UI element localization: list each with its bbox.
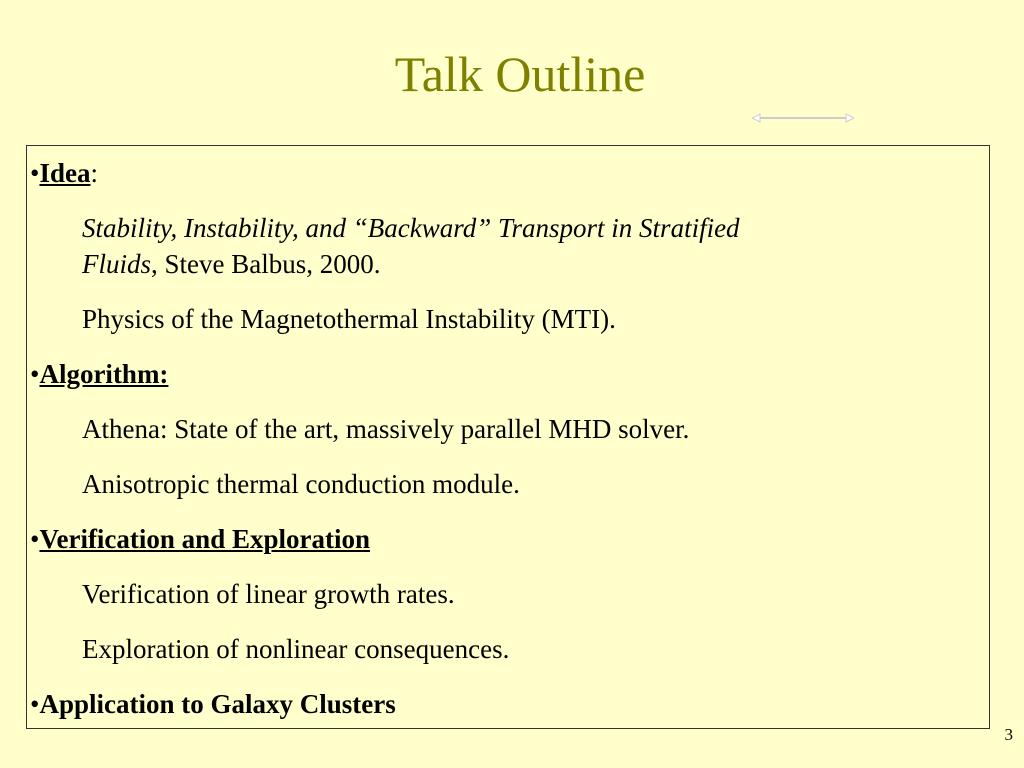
idea-paper-line2 (82, 248, 381, 280)
idea-paper-title-line1: Stability, Instability, and “Backward” Transport in Stratified (82, 213, 740, 243)
verification-item-linear: Verification of linear growth rates. (82, 579, 455, 609)
verification-item-nonlinear: Exploration of nonlinear consequences. (82, 634, 510, 664)
idea-bullet (30, 157, 98, 189)
algorithm-item-conduction: Anisotropic thermal conduction module. (82, 469, 520, 499)
bullet-glyph: • (30, 524, 40, 554)
slide-title: Talk Outline (394, 46, 646, 102)
verification-bullet (30, 523, 370, 555)
idea-physics: Physics of the Magnetothermal Instability (MTI). (82, 304, 616, 334)
bullet-glyph: • (30, 158, 40, 188)
bullet-glyph: • (30, 359, 40, 389)
idea-paper-title-line2: Fluids (82, 249, 152, 279)
page-number: 3 (1004, 725, 1013, 744)
application-heading: Application to Galaxy Clusters (39, 689, 396, 719)
application-bullet (30, 688, 396, 720)
algorithm-item-athena: Athena: State of the art, massively parallel MHD solver. (82, 414, 690, 444)
algorithm-bullet (30, 358, 168, 390)
verification-heading: Verification and Exploration (39, 524, 370, 554)
algorithm-heading: Algorithm: (39, 359, 169, 389)
idea-colon: : (90, 158, 98, 188)
double-arrow-icon (752, 111, 854, 125)
idea-heading: Idea (39, 158, 91, 188)
bullet-glyph: • (30, 689, 40, 719)
idea-paper-author-year: , Steve Balbus, 2000. (151, 249, 381, 279)
